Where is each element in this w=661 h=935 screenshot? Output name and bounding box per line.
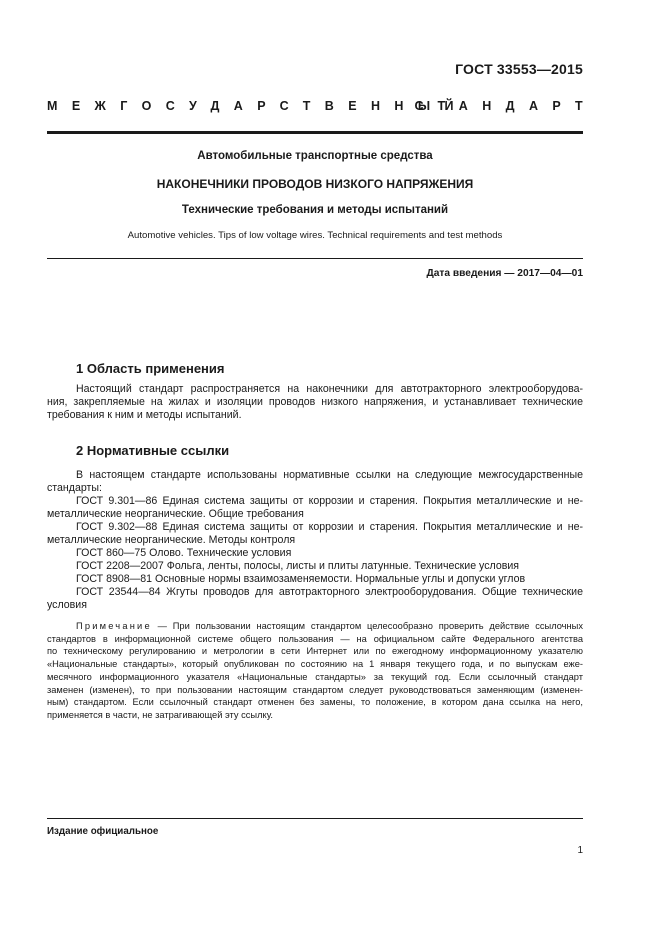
note-line: по техническому регулированию и метрологии в сети Интернет или по ежегодному информационному указателю <box>47 646 583 657</box>
reference-line: ГОСТ 860—75 Олово. Технические условия <box>76 547 292 559</box>
reference-line: ГОСТ 9.301—86 Единая система защиты от коррозии и старения. Покрытия металлические и не- <box>76 495 583 507</box>
text-line: ния, закрепляемые на жилах и изоляции проводов низкого напряжения, и устанавливает технические <box>47 396 583 408</box>
note-line: месячного информационного указателя «Национальные стандарты» за текущий год. Если ссылочный стандарт <box>47 671 583 682</box>
section-2-heading: 2 Нормативные ссылки <box>76 443 230 458</box>
text-line: Настоящий стандарт распространяется на наконечники для автотракторного электрооборудова- <box>76 383 583 395</box>
note-line <box>47 620 583 633</box>
edition-label: Издание официальное <box>47 826 159 837</box>
text-line: В настоящем стандарте использованы нормативные ссылки на следующие межгосударственные <box>76 469 583 481</box>
title-rule <box>47 258 583 259</box>
reference-line: ГОСТ 23544—84 Жгуты проводов для автотракторного электрооборудования. Общие технические <box>76 586 583 598</box>
reference-line: ГОСТ 2208—2007 Фольга, ленты, полосы, листы и плиты латунные. Технические условия <box>76 560 520 572</box>
note-line: стандартов в информационной системе общего пользования — на официальном сайте Федерального агентства <box>47 633 583 644</box>
note-line: ным) стандартом. Если ссылочный стандарт отменен без замены, то положение, в котором дана ссылка на него, <box>47 697 583 708</box>
reference-line: металлические неорганические. Методы контроля <box>47 534 296 546</box>
note-line: заменен (изменен), то при пользовании настоящим стандартом следует руководствоваться заменяющим (изменен- <box>47 684 583 695</box>
category-word-interstate: МЕЖГОСУДАРСТВЕННЫЙ <box>47 99 468 113</box>
note-block <box>47 620 583 722</box>
document-title: НАКОНЕЧНИКИ ПРОВОДОВ НИЗКОГО НАПРЯЖЕНИЯ <box>156 177 474 191</box>
section-1-text <box>47 383 583 422</box>
page-number: 1 <box>577 845 583 856</box>
note-text: — При пользовании настоящим стандартом целесообразно проверить действие ссылочных <box>151 621 583 631</box>
reference-line: ГОСТ 9.302—88 Единая система защиты от коррозии и старения. Покрытия металлические и не- <box>76 521 583 533</box>
introduction-date: Дата введения — 2017—04—01 <box>426 268 583 279</box>
note-line: применяется в части, не затрагивающей эту ссылку. <box>47 709 273 720</box>
document-subtitle: Технические требования и методы испытаний <box>181 204 449 216</box>
note-line: «Национальные стандарты», который опубликован по состоянию на 1 января текущего года, и по выпускам еже- <box>47 659 583 670</box>
standard-code: ГОСТ 33553—2015 <box>455 61 583 77</box>
reference-line: металлические неорганические. Общие требования <box>47 508 304 520</box>
header-rule <box>47 131 583 134</box>
title-group: Автомобильные транспортные средства <box>197 150 433 162</box>
text-line: требования к ним и методы испытаний. <box>47 409 242 421</box>
section-1-heading: 1 Область применения <box>76 361 225 376</box>
text-line: стандарты: <box>47 482 102 494</box>
english-title: Automotive vehicles. Tips of low voltage wires. Technical requirements and test methods <box>127 230 503 241</box>
category-word-standard: СТАНДАРТ <box>414 99 597 113</box>
reference-line: ГОСТ 8908—81 Основные нормы взаимозаменяемости. Нормальные углы и допуски углов <box>76 573 526 585</box>
footer-rule <box>47 818 583 819</box>
note-label: Примечание <box>76 621 152 631</box>
reference-line: условия <box>47 599 87 611</box>
section-2-text <box>47 469 583 612</box>
